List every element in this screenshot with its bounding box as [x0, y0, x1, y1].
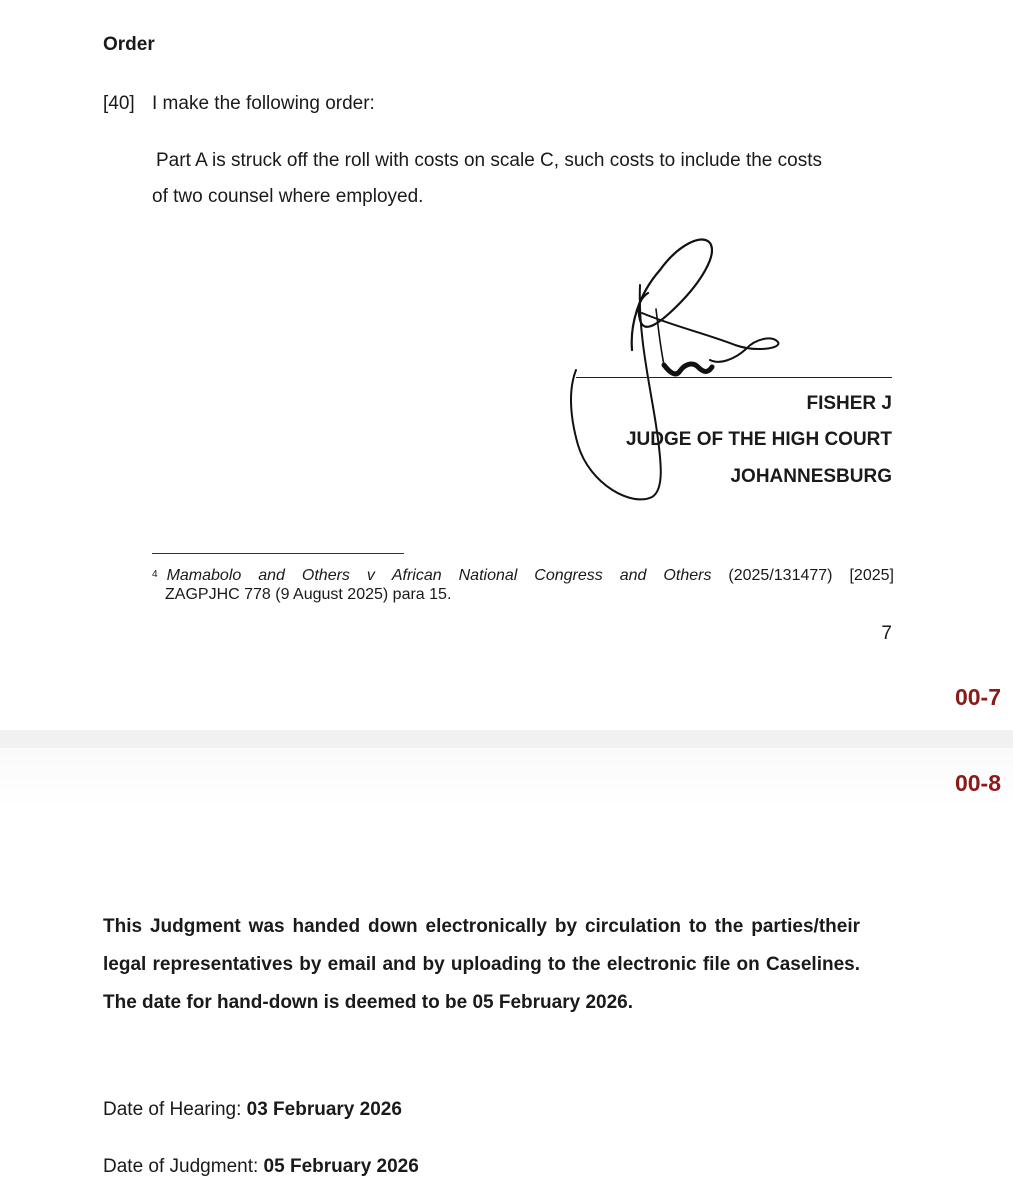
caselines-page-stamp-current: 00-7: [954, 684, 1001, 710]
page-number: 7: [881, 623, 892, 644]
signature-line: [576, 377, 892, 378]
page-break-shadow: [0, 748, 1013, 808]
paragraph-number: [40]: [103, 93, 135, 114]
date-of-judgment: [103, 1156, 419, 1178]
footnote-lead: [152, 566, 241, 585]
page-break: [0, 730, 1013, 748]
section-heading-order: Order: [103, 34, 155, 55]
footnote-case-word: Others: [663, 567, 712, 584]
footnote-case-word: Mamabolo: [166, 567, 242, 584]
date-of-hearing-value: 03 February 2026: [246, 1099, 402, 1120]
footnote-case-word: and: [258, 567, 285, 584]
footnote-case-word: African: [391, 567, 442, 584]
date-of-hearing: [103, 1099, 402, 1121]
footnote-case-word: v: [366, 567, 375, 584]
paragraph-text: I make the following order:: [152, 93, 375, 114]
hand-down-notice: This Judgment was handed down electronically by circulation to the parties/their legal representatives by email and by uploading to the electronic file on Caselines. The date for hand-down is deemed to be 05 February 2026.: [103, 916, 860, 1013]
order-text-line-2: of two counsel where employed.: [152, 186, 424, 207]
footnote-marker: 4: [152, 569, 158, 580]
judge-title: JUDGE OF THE HIGH COURT: [625, 429, 892, 450]
footnote-separator: [152, 553, 404, 554]
footnote-case-word: National: [458, 567, 518, 584]
footnote-case-word: and: [619, 567, 647, 584]
date-of-hearing-label: Date of Hearing:: [103, 1099, 242, 1120]
date-of-judgment-label: Date of Judgment:: [103, 1156, 259, 1177]
date-of-judgment-value: 05 February 2026: [263, 1156, 419, 1177]
footnote-line-2: ZAGPJHC 778 (9 August 2025) para 15.: [165, 586, 452, 603]
order-text-line-1: Part A is struck off the roll with costs on scale C, such costs to include the costs: [156, 150, 823, 171]
court-location: JOHANNESBURG: [730, 466, 892, 487]
footnote: [152, 566, 894, 604]
footnote-line-1: [152, 566, 894, 585]
judge-name: FISHER J: [806, 393, 892, 414]
footnote-case-word: Congress: [534, 567, 603, 584]
footnote-case-word: Others: [301, 567, 350, 584]
footnote-citation-year: [2025]: [849, 567, 894, 584]
footnote-citation-number: (2025/131477): [728, 567, 833, 584]
caselines-page-stamp-next: 00-8: [954, 770, 1001, 796]
